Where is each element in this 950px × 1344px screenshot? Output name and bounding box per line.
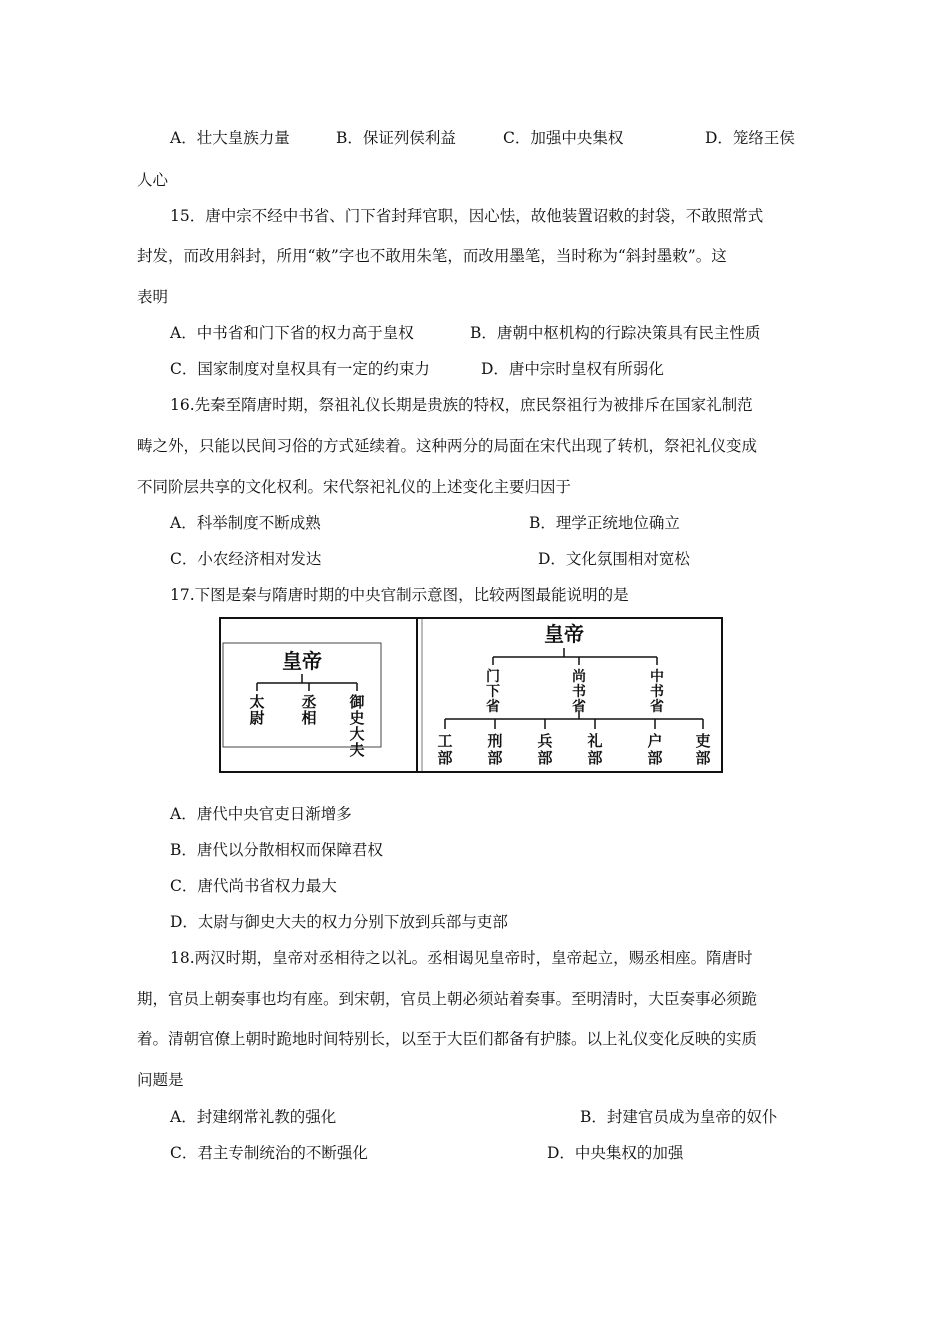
q14-option-c[interactable]: C．加强中央集权 bbox=[503, 129, 624, 147]
q18-option-d[interactable]: D．中央集权的加强 bbox=[547, 1144, 684, 1162]
q14-option-b[interactable]: B．保证列侯利益 bbox=[336, 129, 456, 147]
tang-ministry-6: 吏部 bbox=[695, 732, 711, 767]
tang-ministries bbox=[437, 732, 710, 767]
q17-option-a[interactable]: A．唐代中央官吏日渐增多 bbox=[170, 805, 352, 823]
q15-stem-line3: 表明 bbox=[137, 288, 169, 306]
q16-stem-line1: 16.先秦至隋唐时期，祭祖礼仪长期是贵族的特权，庶民祭祖行为被排斥在国家礼制范 bbox=[170, 396, 753, 414]
q16-option-d[interactable]: D．文化氛围相对宽松 bbox=[538, 550, 690, 568]
tang-ministry-3: 兵部 bbox=[537, 732, 553, 767]
q16-option-c[interactable]: C．小农经济相对发达 bbox=[170, 550, 322, 568]
tang-department-3: 中书省 bbox=[650, 669, 664, 715]
q16-option-a[interactable]: A．科举制度不断成熟 bbox=[170, 514, 321, 532]
q16-stem-line3: 不同阶层共享的文化权利。宋代祭祀礼仪的上述变化主要归因于 bbox=[137, 478, 572, 496]
tang-emperor: 皇帝 bbox=[544, 622, 584, 646]
tang-ministry-1: 工部 bbox=[437, 732, 453, 767]
tang-ministry-2: 刑部 bbox=[487, 732, 503, 767]
ministry-connectors bbox=[445, 719, 703, 729]
q17-stem-line1: 17.下图是秦与隋唐时期的中央官制示意图，比较两图最能说明的是 bbox=[170, 586, 629, 604]
tang-department-1: 门下省 bbox=[486, 669, 500, 715]
q18-stem-line3: 着。清朝官僚上朝时跪地时间特别长，以至于大臣们都备有护膝。以上礼仪变化反映的实质 bbox=[137, 1030, 758, 1048]
q14-option-d-continued: 人心 bbox=[137, 171, 169, 189]
qin-official-2: 丞相 bbox=[301, 693, 317, 727]
tang-department-2: 尚书省 bbox=[572, 669, 586, 715]
qin-official-3: 御史大夫 bbox=[349, 693, 365, 759]
q16-option-b[interactable]: B．理学正统地位确立 bbox=[529, 514, 680, 532]
q18-stem-line4: 问题是 bbox=[137, 1071, 184, 1089]
q18-option-a[interactable]: A．封建纲常礼教的强化 bbox=[170, 1108, 337, 1126]
tang-ministry-4: 礼部 bbox=[587, 732, 603, 767]
qin-officials bbox=[249, 693, 364, 759]
q18-stem-line1: 18.两汉时期，皇帝对丞相待之以礼。丞相谒见皇帝时，皇帝起立，赐丞相座。隋唐时 bbox=[170, 949, 753, 967]
q15-option-d[interactable]: D．唐中宗时皇权有所弱化 bbox=[481, 360, 664, 378]
qin-official-1: 太尉 bbox=[249, 693, 265, 727]
qin-emperor: 皇帝 bbox=[282, 649, 322, 673]
tang-ministry-5: 户部 bbox=[647, 732, 663, 767]
q15-option-c[interactable]: C．国家制度对皇权具有一定的约束力 bbox=[170, 360, 430, 378]
q16-stem-line2: 畴之外，只能以民间习俗的方式延续着。这种两分的局面在宋代出现了转机，祭祀礼仪变成 bbox=[137, 437, 758, 455]
q17-option-c[interactable]: C．唐代尚书省权力最大 bbox=[170, 877, 337, 895]
q15-stem-line1: 15．唐中宗不经中书省、门下省封拜官职，因心怯，故他装置诏敕的封袋，不敢照常式 bbox=[170, 207, 764, 225]
q14-option-d[interactable]: D．笼络王侯 bbox=[705, 129, 795, 147]
q17-option-b[interactable]: B．唐代以分散相权而保障君权 bbox=[170, 841, 383, 859]
q15-option-b[interactable]: B．唐朝中枢机构的行踪决策具有民主性质 bbox=[470, 324, 761, 342]
q15-stem-line2: 封发，而改用斜封，所用“敕”字也不敢用朱笔，而改用墨笔，当时称为“斜封墨敕”。这 bbox=[137, 247, 727, 265]
q18-option-b[interactable]: B．封建官员成为皇帝的奴仆 bbox=[580, 1108, 778, 1126]
official-system-diagram-svg bbox=[221, 619, 721, 771]
q18-option-c[interactable]: C．君主专制统治的不断强化 bbox=[170, 1144, 368, 1162]
q17-option-d[interactable]: D．太尉与御史大夫的权力分别下放到兵部与吏部 bbox=[170, 913, 508, 931]
q18-stem-line2: 期，官员上朝奏事也均有座。到宋朝，官员上朝必须站着奏事。至明清时，大臣奏事必须跪 bbox=[137, 990, 758, 1008]
q15-option-a[interactable]: A．中书省和门下省的权力高于皇权 bbox=[170, 324, 414, 342]
tang-departments bbox=[486, 668, 664, 715]
q14-option-a[interactable]: A．壮大皇族力量 bbox=[170, 129, 290, 147]
official-system-diagram bbox=[219, 617, 723, 773]
